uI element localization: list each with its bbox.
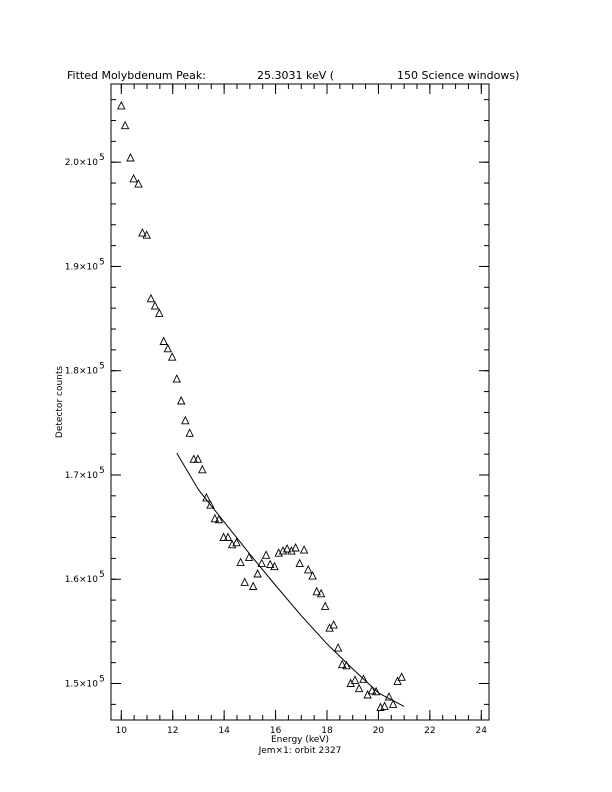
data-point <box>178 397 185 404</box>
y-tick-exponent: 5 <box>99 674 105 685</box>
data-point <box>122 122 129 129</box>
data-point <box>152 302 159 309</box>
data-point <box>296 560 303 567</box>
data-point <box>305 566 312 573</box>
y-tick-label: 1.7×10 <box>64 470 98 481</box>
x-tick-label: 12 <box>166 726 179 736</box>
x-axis-sublabel: Jem×1: orbit 2327 <box>258 746 342 756</box>
y-axis-label: Detector counts <box>55 365 65 439</box>
data-point <box>241 578 248 585</box>
data-point <box>130 175 137 182</box>
data-point <box>164 345 171 352</box>
x-tick-label: 10 <box>115 726 128 736</box>
chart-title-windows: 150 Science windows) <box>397 69 520 82</box>
data-point <box>398 673 405 680</box>
plot-frame <box>111 84 489 720</box>
x-tick-label: 18 <box>321 726 333 736</box>
data-point <box>386 693 393 700</box>
y-tick-exponent: 5 <box>99 257 105 268</box>
minor-ticks <box>111 84 489 720</box>
y-tick-exponent: 5 <box>99 465 105 476</box>
y-tick-exponent: 5 <box>99 361 105 372</box>
x-tick-label: 24 <box>475 726 488 736</box>
data-point <box>301 546 308 553</box>
data-point <box>394 677 401 684</box>
data-point <box>199 466 206 473</box>
fit-line-group <box>177 453 404 706</box>
x-tick-label: 14 <box>218 726 230 736</box>
data-point <box>127 154 134 161</box>
x-tick-label: 16 <box>269 726 282 736</box>
data-point <box>156 309 163 316</box>
y-tick-label: 1.9×10 <box>64 262 98 273</box>
fit-line <box>177 453 404 706</box>
data-point <box>186 429 193 436</box>
data-point <box>250 583 257 590</box>
y-tick-label: 1.8×10 <box>64 366 98 377</box>
data-points <box>118 102 405 711</box>
data-point <box>173 375 180 382</box>
data-point <box>118 102 125 109</box>
x-tick-label: 22 <box>424 726 436 736</box>
data-point <box>263 551 270 558</box>
data-point <box>335 644 342 651</box>
x-tick-label: 20 <box>372 726 385 736</box>
major-ticks <box>111 84 489 720</box>
data-point <box>254 570 261 577</box>
data-point <box>160 338 167 345</box>
y-tick-label: 2.0×10 <box>64 158 98 169</box>
y-tick-exponent: 5 <box>99 570 105 581</box>
data-point <box>237 559 244 566</box>
chart-title-energy: 25.3031 keV ( <box>257 69 335 82</box>
data-point <box>356 685 363 692</box>
data-point <box>364 691 371 698</box>
y-tick-exponent: 5 <box>99 153 105 164</box>
y-tick-label: 1.6×10 <box>64 575 98 586</box>
data-point <box>169 353 176 360</box>
chart-title-prefix: Fitted Molybdenum Peak: <box>67 69 206 82</box>
data-point <box>182 417 189 424</box>
data-point <box>135 180 142 187</box>
y-tick-label: 1.5×10 <box>64 679 98 690</box>
data-point <box>322 602 329 609</box>
data-point <box>147 295 154 302</box>
y-tick-labels <box>65 153 105 689</box>
chart-title <box>67 69 519 82</box>
x-axis-label: Energy (keV) <box>271 735 329 745</box>
